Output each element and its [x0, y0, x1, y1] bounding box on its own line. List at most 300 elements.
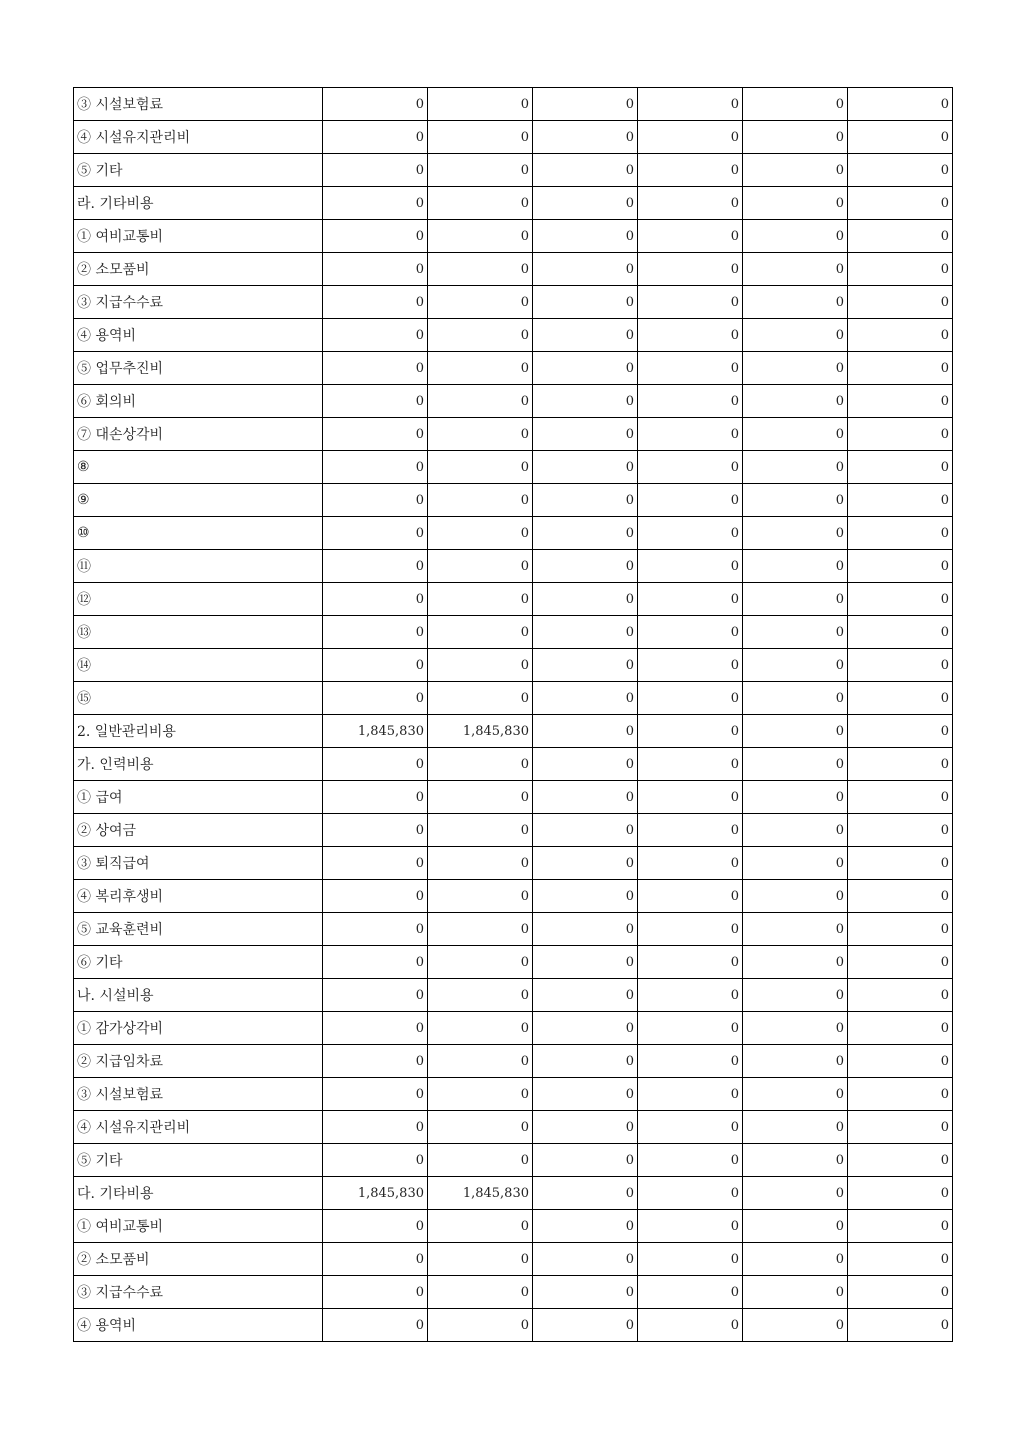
- amount-cell: 0: [428, 385, 533, 418]
- amount-cell: 0: [428, 187, 533, 220]
- table-row: [74, 583, 953, 616]
- amount-cell: 0: [848, 583, 953, 616]
- amount-cell: 0: [533, 583, 638, 616]
- amount-cell: 0: [638, 1243, 743, 1276]
- row-label: ① 급여: [74, 781, 323, 814]
- amount-cell: 0: [428, 220, 533, 253]
- amount-cell: 0: [323, 1210, 428, 1243]
- amount-cell: 0: [638, 286, 743, 319]
- amount-cell: 0: [533, 1243, 638, 1276]
- amount-cell: 0: [743, 187, 848, 220]
- amount-cell: 0: [848, 847, 953, 880]
- amount-cell: 0: [638, 517, 743, 550]
- row-label: ③ 지급수수료: [74, 286, 323, 319]
- amount-cell: 0: [848, 979, 953, 1012]
- amount-cell: 0: [428, 1210, 533, 1243]
- amount-cell: 0: [533, 979, 638, 1012]
- amount-cell: 0: [848, 946, 953, 979]
- table-row: [74, 1111, 953, 1144]
- row-label: 2. 일반관리비용: [74, 715, 323, 748]
- amount-cell: 0: [638, 1144, 743, 1177]
- amount-cell: 0: [848, 88, 953, 121]
- amount-cell: 0: [848, 1144, 953, 1177]
- amount-cell: 0: [533, 154, 638, 187]
- amount-cell: 0: [428, 583, 533, 616]
- amount-cell: 0: [848, 1012, 953, 1045]
- amount-cell: 0: [533, 814, 638, 847]
- row-label: ⑧: [74, 451, 323, 484]
- amount-cell: 0: [638, 484, 743, 517]
- expense-table-body: [74, 88, 953, 1342]
- row-label: ⑩: [74, 517, 323, 550]
- amount-cell: 0: [743, 451, 848, 484]
- table-row: [74, 1078, 953, 1111]
- amount-cell: 0: [533, 1276, 638, 1309]
- amount-cell: 0: [848, 781, 953, 814]
- table-row: [74, 418, 953, 451]
- amount-cell: 0: [848, 451, 953, 484]
- amount-cell: 0: [848, 121, 953, 154]
- amount-cell: 0: [533, 385, 638, 418]
- row-label: ④ 용역비: [74, 319, 323, 352]
- amount-cell: 0: [428, 814, 533, 847]
- amount-cell: 0: [638, 88, 743, 121]
- table-row: [74, 946, 953, 979]
- row-label: ④ 용역비: [74, 1309, 323, 1342]
- amount-cell: 0: [323, 1309, 428, 1342]
- amount-cell: 0: [638, 319, 743, 352]
- table-row: [74, 1276, 953, 1309]
- table-row: [74, 88, 953, 121]
- amount-cell: 0: [848, 352, 953, 385]
- amount-cell: 0: [533, 418, 638, 451]
- amount-cell: 0: [743, 1144, 848, 1177]
- amount-cell: 0: [638, 154, 743, 187]
- amount-cell: 0: [638, 583, 743, 616]
- row-label: ④ 시설유지관리비: [74, 121, 323, 154]
- amount-cell: 0: [533, 781, 638, 814]
- amount-cell: 0: [533, 286, 638, 319]
- amount-cell: 0: [743, 220, 848, 253]
- amount-cell: 0: [743, 880, 848, 913]
- amount-cell: 1,845,830: [323, 715, 428, 748]
- table-row: [74, 913, 953, 946]
- amount-cell: 0: [743, 385, 848, 418]
- row-label: ② 소모품비: [74, 253, 323, 286]
- amount-cell: 0: [743, 583, 848, 616]
- table-row: [74, 187, 953, 220]
- row-label: ③ 퇴직급여: [74, 847, 323, 880]
- amount-cell: 0: [323, 913, 428, 946]
- amount-cell: 0: [428, 484, 533, 517]
- row-label: ⑨: [74, 484, 323, 517]
- amount-cell: 0: [428, 418, 533, 451]
- table-row: [74, 682, 953, 715]
- amount-cell: 0: [638, 121, 743, 154]
- amount-cell: 0: [848, 484, 953, 517]
- amount-cell: 0: [533, 1045, 638, 1078]
- amount-cell: 0: [743, 1177, 848, 1210]
- table-row: [74, 781, 953, 814]
- row-label: ⑤ 교육훈련비: [74, 913, 323, 946]
- amount-cell: 0: [743, 616, 848, 649]
- amount-cell: 0: [323, 352, 428, 385]
- amount-cell: 0: [743, 913, 848, 946]
- amount-cell: 0: [743, 1309, 848, 1342]
- table-row: [74, 451, 953, 484]
- amount-cell: 0: [428, 286, 533, 319]
- table-row: [74, 484, 953, 517]
- row-label: ② 상여금: [74, 814, 323, 847]
- amount-cell: 0: [743, 484, 848, 517]
- row-label: 라. 기타비용: [74, 187, 323, 220]
- amount-cell: 0: [638, 1045, 743, 1078]
- amount-cell: 0: [533, 484, 638, 517]
- table-row: [74, 1210, 953, 1243]
- amount-cell: 0: [428, 913, 533, 946]
- amount-cell: 0: [323, 187, 428, 220]
- amount-cell: 0: [323, 1045, 428, 1078]
- amount-cell: 0: [638, 847, 743, 880]
- amount-cell: 0: [743, 88, 848, 121]
- amount-cell: 0: [533, 1012, 638, 1045]
- table-row: [74, 385, 953, 418]
- amount-cell: 0: [428, 748, 533, 781]
- amount-cell: 0: [743, 814, 848, 847]
- amount-cell: 0: [638, 253, 743, 286]
- amount-cell: 0: [638, 352, 743, 385]
- amount-cell: 0: [323, 286, 428, 319]
- amount-cell: 0: [848, 1045, 953, 1078]
- amount-cell: 0: [323, 88, 428, 121]
- amount-cell: 0: [848, 154, 953, 187]
- amount-cell: 0: [638, 220, 743, 253]
- amount-cell: 0: [428, 319, 533, 352]
- amount-cell: 0: [323, 583, 428, 616]
- amount-cell: 1,845,830: [428, 1177, 533, 1210]
- table-row: [74, 880, 953, 913]
- table-row: [74, 715, 953, 748]
- row-label: ② 소모품비: [74, 1243, 323, 1276]
- amount-cell: 0: [533, 1309, 638, 1342]
- amount-cell: 0: [743, 715, 848, 748]
- amount-cell: 0: [323, 616, 428, 649]
- amount-cell: 0: [323, 1111, 428, 1144]
- amount-cell: 0: [323, 319, 428, 352]
- amount-cell: 0: [323, 253, 428, 286]
- amount-cell: 0: [323, 979, 428, 1012]
- amount-cell: 0: [743, 1210, 848, 1243]
- amount-cell: 0: [428, 550, 533, 583]
- amount-cell: 0: [638, 748, 743, 781]
- amount-cell: 0: [323, 781, 428, 814]
- amount-cell: 0: [848, 649, 953, 682]
- row-label: 가. 인력비용: [74, 748, 323, 781]
- table-row: [74, 1309, 953, 1342]
- amount-cell: 0: [533, 1111, 638, 1144]
- amount-cell: 0: [638, 649, 743, 682]
- amount-cell: 0: [743, 286, 848, 319]
- table-row: [74, 649, 953, 682]
- table-row: [74, 979, 953, 1012]
- amount-cell: 0: [428, 121, 533, 154]
- amount-cell: 0: [743, 550, 848, 583]
- amount-cell: 0: [428, 946, 533, 979]
- amount-cell: 0: [533, 913, 638, 946]
- amount-cell: 0: [533, 1078, 638, 1111]
- amount-cell: 0: [533, 517, 638, 550]
- row-label: ⑭: [74, 649, 323, 682]
- amount-cell: 0: [638, 1309, 743, 1342]
- amount-cell: 0: [743, 121, 848, 154]
- amount-cell: 0: [428, 781, 533, 814]
- row-label: ③ 시설보험료: [74, 88, 323, 121]
- amount-cell: 0: [743, 1243, 848, 1276]
- amount-cell: 0: [638, 946, 743, 979]
- amount-cell: 0: [848, 748, 953, 781]
- amount-cell: 0: [428, 1078, 533, 1111]
- amount-cell: 0: [533, 121, 638, 154]
- amount-cell: 0: [323, 451, 428, 484]
- amount-cell: 0: [743, 946, 848, 979]
- amount-cell: 0: [428, 154, 533, 187]
- amount-cell: 0: [638, 451, 743, 484]
- expense-table-container: [73, 87, 953, 1342]
- table-row: [74, 616, 953, 649]
- row-label: ④ 시설유지관리비: [74, 1111, 323, 1144]
- amount-cell: 0: [848, 1177, 953, 1210]
- table-row: [74, 748, 953, 781]
- amount-cell: 0: [533, 847, 638, 880]
- row-label: ⑪: [74, 550, 323, 583]
- amount-cell: 0: [743, 1045, 848, 1078]
- row-label: ⑮: [74, 682, 323, 715]
- table-row: [74, 352, 953, 385]
- amount-cell: 0: [323, 517, 428, 550]
- amount-cell: 0: [428, 352, 533, 385]
- amount-cell: 0: [533, 616, 638, 649]
- amount-cell: 0: [638, 913, 743, 946]
- amount-cell: 0: [428, 1309, 533, 1342]
- amount-cell: 0: [323, 649, 428, 682]
- amount-cell: 0: [743, 1012, 848, 1045]
- amount-cell: 0: [533, 220, 638, 253]
- amount-cell: 0: [848, 1078, 953, 1111]
- row-label: ③ 지급수수료: [74, 1276, 323, 1309]
- amount-cell: 0: [743, 979, 848, 1012]
- amount-cell: 0: [428, 880, 533, 913]
- amount-cell: 0: [848, 517, 953, 550]
- amount-cell: 0: [743, 1078, 848, 1111]
- amount-cell: 0: [323, 880, 428, 913]
- amount-cell: 0: [848, 715, 953, 748]
- amount-cell: 0: [323, 847, 428, 880]
- amount-cell: 0: [533, 715, 638, 748]
- amount-cell: 0: [323, 946, 428, 979]
- amount-cell: 0: [533, 1177, 638, 1210]
- expense-table: [73, 87, 953, 1342]
- amount-cell: 0: [533, 1210, 638, 1243]
- amount-cell: 0: [848, 913, 953, 946]
- amount-cell: 0: [638, 880, 743, 913]
- amount-cell: 0: [638, 418, 743, 451]
- amount-cell: 0: [638, 1177, 743, 1210]
- amount-cell: 0: [638, 1210, 743, 1243]
- amount-cell: 0: [638, 1078, 743, 1111]
- amount-cell: 0: [848, 220, 953, 253]
- amount-cell: 0: [323, 1012, 428, 1045]
- amount-cell: 0: [848, 880, 953, 913]
- row-label: ⑦ 대손상각비: [74, 418, 323, 451]
- row-label: ⑫: [74, 583, 323, 616]
- amount-cell: 0: [428, 616, 533, 649]
- amount-cell: 0: [848, 682, 953, 715]
- amount-cell: 0: [848, 1276, 953, 1309]
- table-row: [74, 286, 953, 319]
- amount-cell: 0: [323, 121, 428, 154]
- row-label: ③ 시설보험료: [74, 1078, 323, 1111]
- amount-cell: 0: [323, 1078, 428, 1111]
- amount-cell: 0: [743, 1276, 848, 1309]
- row-label: ① 감가상각비: [74, 1012, 323, 1045]
- table-row: [74, 550, 953, 583]
- table-row: [74, 1012, 953, 1045]
- amount-cell: 0: [533, 649, 638, 682]
- amount-cell: 0: [638, 1111, 743, 1144]
- table-row: [74, 121, 953, 154]
- amount-cell: 0: [638, 550, 743, 583]
- row-label: ⑤ 기타: [74, 1144, 323, 1177]
- amount-cell: 0: [533, 946, 638, 979]
- amount-cell: 0: [743, 1111, 848, 1144]
- amount-cell: 0: [743, 418, 848, 451]
- amount-cell: 0: [323, 484, 428, 517]
- amount-cell: 0: [743, 154, 848, 187]
- amount-cell: 0: [323, 220, 428, 253]
- amount-cell: 1,845,830: [323, 1177, 428, 1210]
- amount-cell: 0: [428, 682, 533, 715]
- amount-cell: 0: [323, 682, 428, 715]
- amount-cell: 0: [848, 286, 953, 319]
- amount-cell: 0: [638, 616, 743, 649]
- table-row: [74, 220, 953, 253]
- amount-cell: 0: [848, 253, 953, 286]
- table-row: [74, 1045, 953, 1078]
- amount-cell: 0: [638, 187, 743, 220]
- row-label: ⑤ 기타: [74, 154, 323, 187]
- table-row: [74, 319, 953, 352]
- amount-cell: 0: [848, 1111, 953, 1144]
- amount-cell: 0: [743, 682, 848, 715]
- row-label: ⑬: [74, 616, 323, 649]
- amount-cell: 0: [743, 253, 848, 286]
- amount-cell: 0: [743, 649, 848, 682]
- amount-cell: 0: [533, 682, 638, 715]
- table-row: [74, 1177, 953, 1210]
- amount-cell: 0: [848, 814, 953, 847]
- amount-cell: 0: [848, 550, 953, 583]
- amount-cell: 0: [323, 418, 428, 451]
- amount-cell: 0: [533, 748, 638, 781]
- amount-cell: 0: [323, 1144, 428, 1177]
- amount-cell: 0: [428, 1243, 533, 1276]
- amount-cell: 0: [848, 1309, 953, 1342]
- amount-cell: 0: [848, 319, 953, 352]
- amount-cell: 0: [323, 385, 428, 418]
- row-label: ② 지급임차료: [74, 1045, 323, 1078]
- amount-cell: 0: [638, 979, 743, 1012]
- amount-cell: 0: [428, 451, 533, 484]
- amount-cell: 0: [638, 385, 743, 418]
- amount-cell: 0: [323, 748, 428, 781]
- amount-cell: 0: [533, 550, 638, 583]
- amount-cell: 0: [638, 1012, 743, 1045]
- amount-cell: 0: [323, 550, 428, 583]
- amount-cell: 0: [533, 880, 638, 913]
- amount-cell: 0: [848, 616, 953, 649]
- table-row: [74, 253, 953, 286]
- row-label: ④ 복리후생비: [74, 880, 323, 913]
- table-row: [74, 847, 953, 880]
- table-row: [74, 1243, 953, 1276]
- amount-cell: 0: [743, 748, 848, 781]
- amount-cell: 0: [428, 1111, 533, 1144]
- row-label: 나. 시설비용: [74, 979, 323, 1012]
- row-label: ① 여비교통비: [74, 220, 323, 253]
- amount-cell: 1,845,830: [428, 715, 533, 748]
- amount-cell: 0: [428, 253, 533, 286]
- amount-cell: 0: [323, 154, 428, 187]
- amount-cell: 0: [323, 814, 428, 847]
- amount-cell: 0: [743, 352, 848, 385]
- table-row: [74, 814, 953, 847]
- amount-cell: 0: [533, 451, 638, 484]
- amount-cell: 0: [533, 319, 638, 352]
- amount-cell: 0: [428, 1012, 533, 1045]
- amount-cell: 0: [428, 1276, 533, 1309]
- row-label: ⑤ 업무추진비: [74, 352, 323, 385]
- table-row: [74, 154, 953, 187]
- table-row: [74, 1144, 953, 1177]
- amount-cell: 0: [638, 781, 743, 814]
- amount-cell: 0: [743, 847, 848, 880]
- amount-cell: 0: [428, 1144, 533, 1177]
- amount-cell: 0: [428, 1045, 533, 1078]
- amount-cell: 0: [848, 1243, 953, 1276]
- amount-cell: 0: [848, 385, 953, 418]
- amount-cell: 0: [638, 682, 743, 715]
- amount-cell: 0: [428, 979, 533, 1012]
- amount-cell: 0: [638, 715, 743, 748]
- amount-cell: 0: [533, 187, 638, 220]
- amount-cell: 0: [743, 517, 848, 550]
- amount-cell: 0: [848, 1210, 953, 1243]
- amount-cell: 0: [428, 847, 533, 880]
- amount-cell: 0: [848, 187, 953, 220]
- amount-cell: 0: [848, 418, 953, 451]
- row-label: ⑥ 회의비: [74, 385, 323, 418]
- row-label: ① 여비교통비: [74, 1210, 323, 1243]
- row-label: 다. 기타비용: [74, 1177, 323, 1210]
- amount-cell: 0: [428, 88, 533, 121]
- amount-cell: 0: [638, 1276, 743, 1309]
- amount-cell: 0: [323, 1243, 428, 1276]
- amount-cell: 0: [323, 1276, 428, 1309]
- amount-cell: 0: [743, 319, 848, 352]
- amount-cell: 0: [638, 814, 743, 847]
- table-row: [74, 517, 953, 550]
- row-label: ⑥ 기타: [74, 946, 323, 979]
